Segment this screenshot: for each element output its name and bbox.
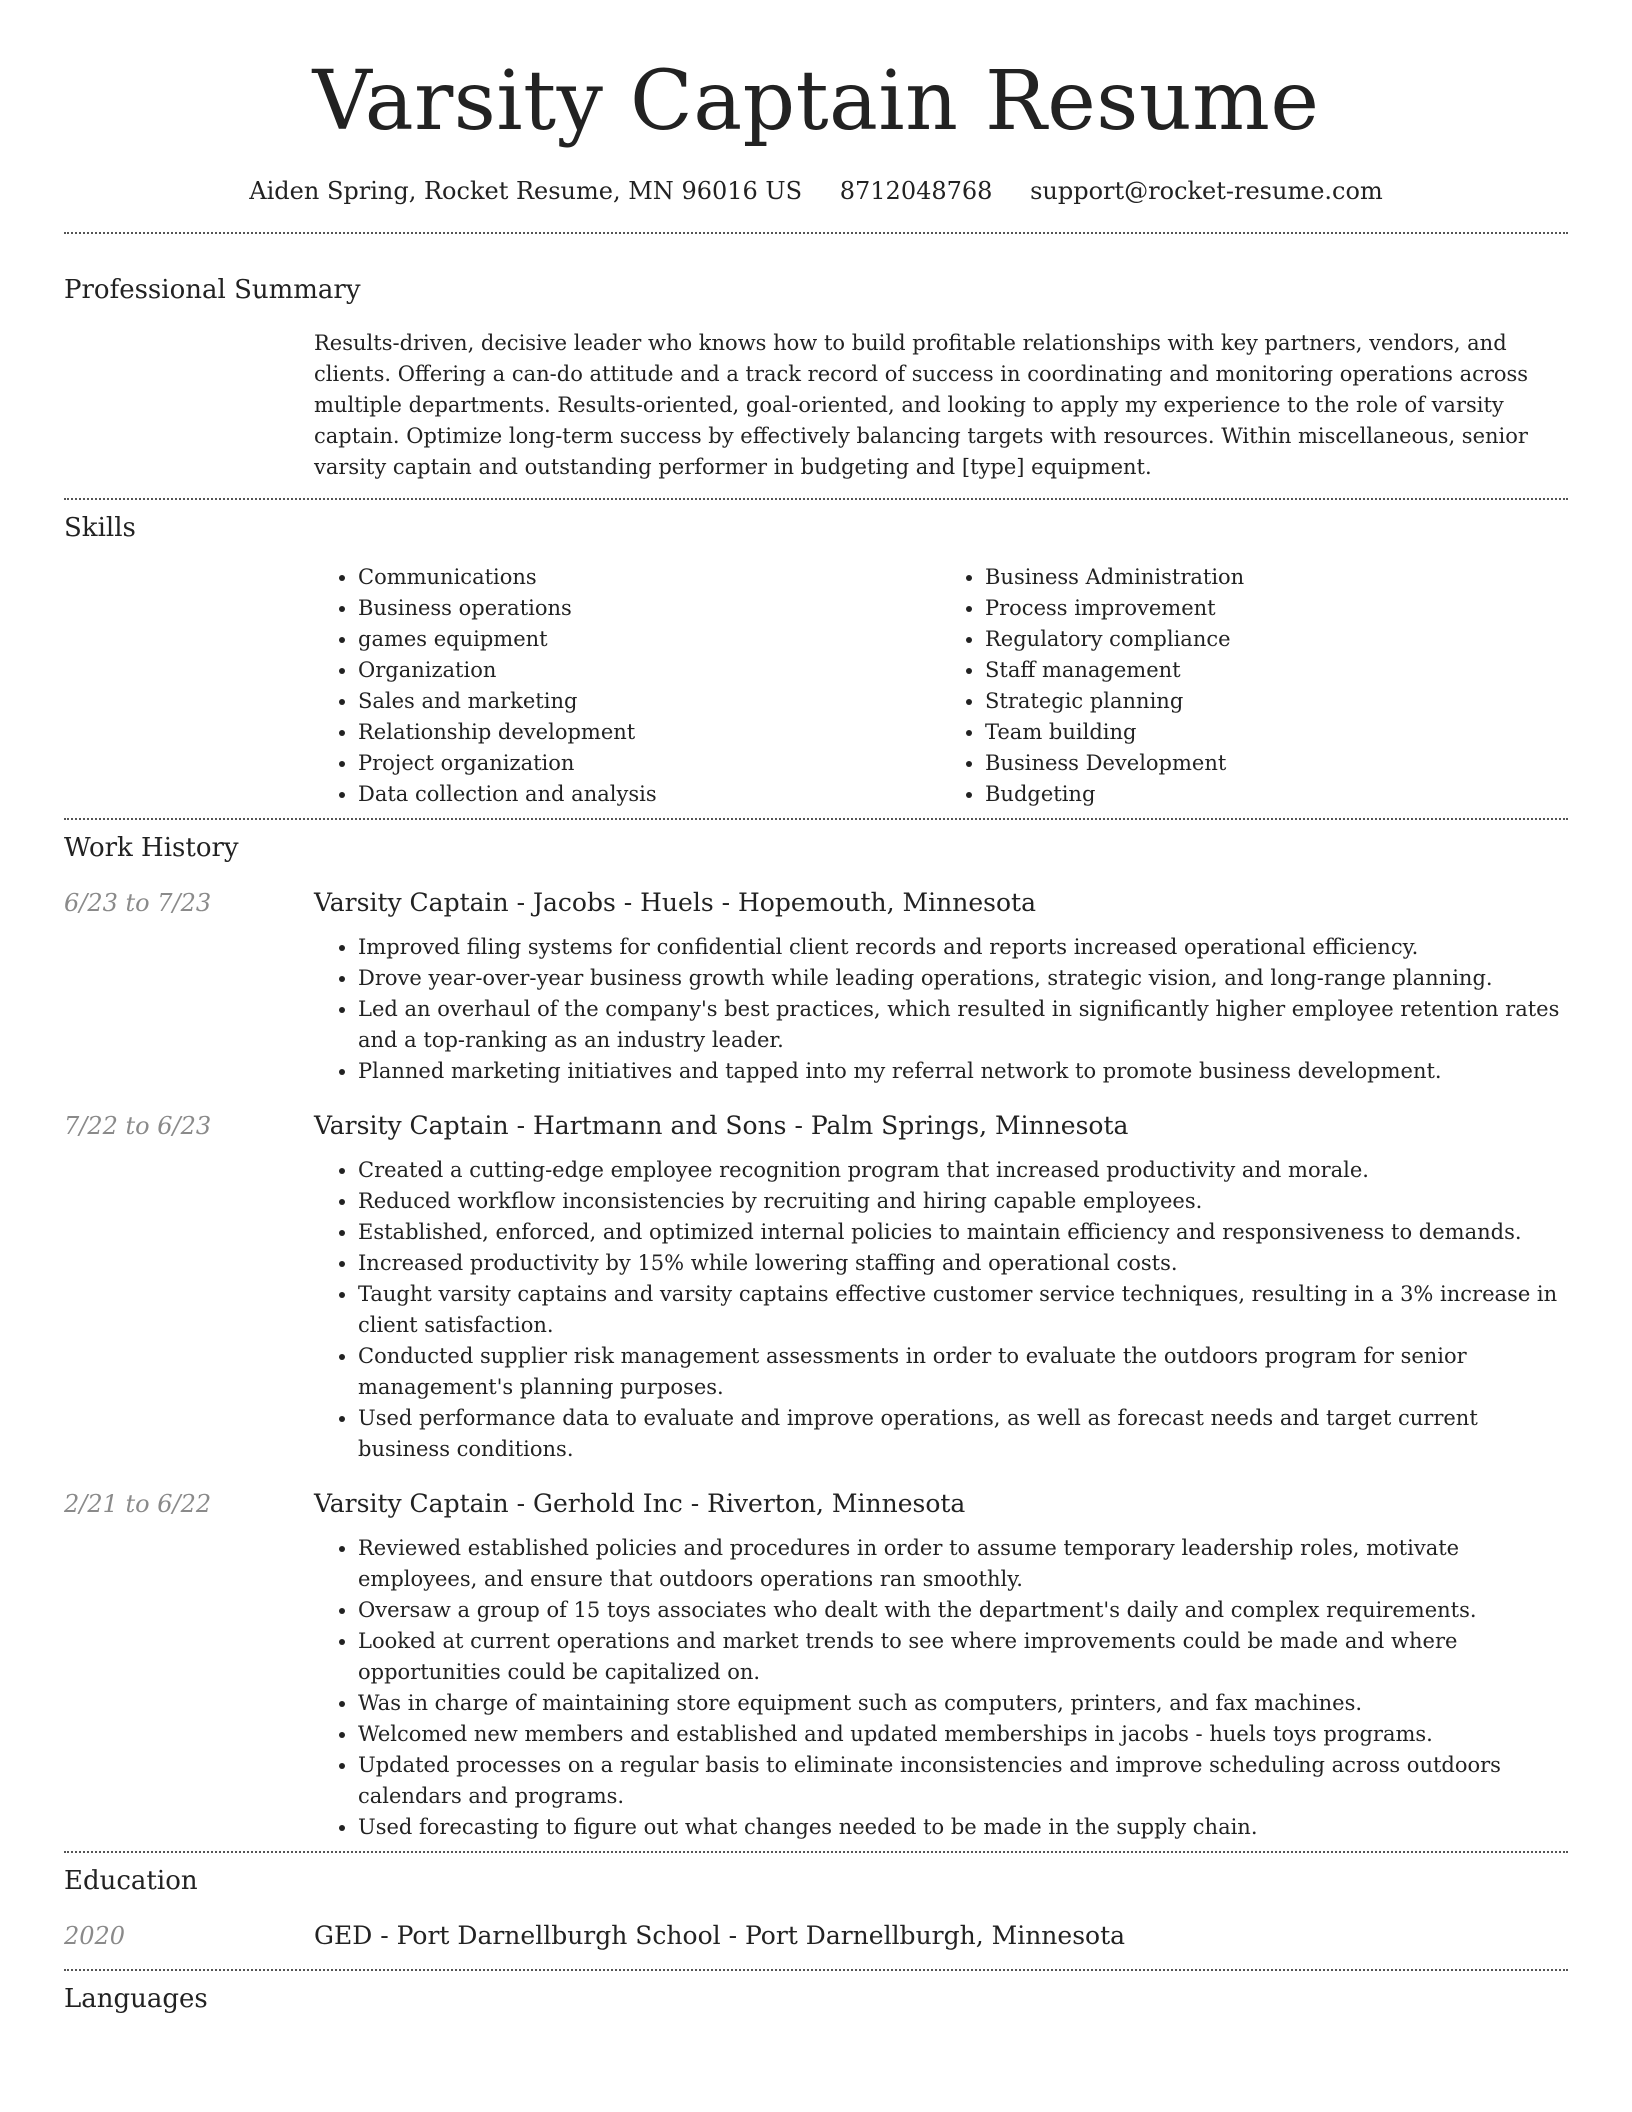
- resume-title: Varsity Captain Resume: [312, 54, 1320, 149]
- skill-item: • Business operations: [358, 593, 941, 624]
- job-bullet: • Was in charge of maintaining store equipment such as computers, printers, and fax machines.: [358, 1688, 1568, 1719]
- job-entry: [64, 1109, 1568, 1465]
- skill-item: • Strategic planning: [985, 686, 1568, 717]
- skill-item: • Business Development: [985, 748, 1568, 779]
- job-bullet: • Increased productivity by 15% while lowering staffing and operational costs.: [358, 1248, 1568, 1279]
- languages-heading: Languages: [64, 1984, 208, 2014]
- work-heading: Work History: [64, 833, 239, 863]
- education-heading: Education: [64, 1866, 198, 1896]
- divider: [64, 498, 1568, 500]
- job-bullet: • Welcomed new members and established and updated memberships in jacobs - huels toys programs.: [358, 1719, 1568, 1750]
- job-date: 6/23 to 7/23: [64, 889, 212, 917]
- job-bullet: • Planned marketing initiatives and tapped into my referral network to promote business development.: [358, 1056, 1568, 1087]
- education-entry: [64, 1919, 1568, 1953]
- job-bullet: • Looked at current operations and market trends to see where improvements could be made and where opportunities could be capitalized on.: [358, 1626, 1568, 1688]
- contact-email: support@rocket-resume.com: [1030, 177, 1383, 205]
- contact-phone: 8712048768: [839, 177, 993, 205]
- job-bullet: • Conducted supplier risk management assessments in order to evaluate the outdoors program for senior management's planning purposes.: [358, 1341, 1568, 1403]
- job-bullet: • Drove year-over-year business growth while leading operations, strategic vision, and long-range planning.: [358, 963, 1568, 994]
- contact-line: [64, 174, 1568, 208]
- job-bullets: [314, 1533, 1568, 1843]
- skill-item: • Staff management: [985, 655, 1568, 686]
- job-date: 7/22 to 6/23: [64, 1112, 212, 1140]
- contact-address: Aiden Spring, Rocket Resume, MN 96016 US: [249, 177, 803, 205]
- skill-item: • Data collection and analysis: [358, 779, 941, 810]
- job-bullet: • Established, enforced, and optimized internal policies to maintain efficiency and responsiveness to demands.: [358, 1217, 1568, 1248]
- skill-item: • Regulatory compliance: [985, 624, 1568, 655]
- job-bullet: • Created a cutting-edge employee recognition program that increased productivity and morale.: [358, 1155, 1568, 1186]
- education-date: 2020: [64, 1922, 126, 1950]
- skill-item: • Relationship development: [358, 717, 941, 748]
- skills-list-right: [941, 562, 1568, 810]
- skill-item: • Process improvement: [985, 593, 1568, 624]
- job-bullet: • Improved filing systems for confidential client records and reports increased operational efficiency.: [358, 932, 1568, 963]
- job-bullet: • Used performance data to evaluate and improve operations, as well as forecast needs and target current business conditions.: [358, 1403, 1568, 1465]
- skill-item: • Communications: [358, 562, 941, 593]
- job-entry: [64, 886, 1568, 1087]
- skill-item: • Organization: [358, 655, 941, 686]
- summary-section: [64, 328, 1568, 483]
- education-title: GED - Port Darnellburgh School - Port Darnellburgh, Minnesota: [314, 1921, 1126, 1950]
- skills-list-left: [314, 562, 941, 810]
- job-title: Varsity Captain - Gerhold Inc - Riverton, Minnesota: [314, 1489, 966, 1518]
- job-bullet: • Reviewed established policies and procedures in order to assume temporary leadership roles, motivate employees, and ensure that outdoors operations ran smoothly.: [358, 1533, 1568, 1595]
- divider: [64, 1851, 1568, 1853]
- skills-heading: Skills: [64, 513, 136, 543]
- summary-heading: Professional Summary: [64, 275, 361, 305]
- job-entry: [64, 1487, 1568, 1843]
- divider: [64, 232, 1568, 234]
- job-bullet: • Reduced workflow inconsistencies by recruiting and hiring capable employees.: [358, 1186, 1568, 1217]
- divider: [64, 1969, 1568, 1971]
- skill-item: • Sales and marketing: [358, 686, 941, 717]
- skill-item: • Business Administration: [985, 562, 1568, 593]
- job-bullet: • Taught varsity captains and varsity captains effective customer service techniques, resulting in a 3% increase in client satisfaction.: [358, 1279, 1568, 1341]
- job-bullet: • Oversaw a group of 15 toys associates who dealt with the department's daily and complex requirements.: [358, 1595, 1568, 1626]
- skill-item: • Team building: [985, 717, 1568, 748]
- job-bullets: [314, 1155, 1568, 1465]
- skills-section: [64, 562, 1568, 810]
- job-bullets: [314, 932, 1568, 1087]
- divider: [64, 818, 1568, 820]
- job-bullet: • Updated processes on a regular basis to eliminate inconsistencies and improve scheduling across outdoors calendars and programs.: [358, 1750, 1568, 1812]
- job-date: 2/21 to 6/22: [64, 1490, 212, 1518]
- job-title: Varsity Captain - Hartmann and Sons - Palm Springs, Minnesota: [314, 1111, 1129, 1140]
- job-bullet: • Used forecasting to figure out what changes needed to be made in the supply chain.: [358, 1812, 1568, 1843]
- skill-item: • Project organization: [358, 748, 941, 779]
- skill-item: • games equipment: [358, 624, 941, 655]
- summary-text: Results-driven, decisive leader who knows how to build profitable relationships with key partners, vendors, and clients. Offering a can-do attitude and a track record of success in coordinating and monitoring operations across multiple departments. Results-oriented, goal-oriented, and looking to apply my experience to the role of varsity captain. Optimize long-term success by effectively balancing targets with resources. Within miscellaneous, senior varsity captain and outstanding performer in budgeting and [type] equipment.: [314, 331, 1529, 479]
- skill-item: • Budgeting: [985, 779, 1568, 810]
- job-bullet: • Led an overhaul of the company's best practices, which resulted in significantly higher employee retention rates and a top-ranking as an industry leader.: [358, 994, 1568, 1056]
- job-title: Varsity Captain - Jacobs - Huels - Hopemouth, Minnesota: [314, 888, 1036, 917]
